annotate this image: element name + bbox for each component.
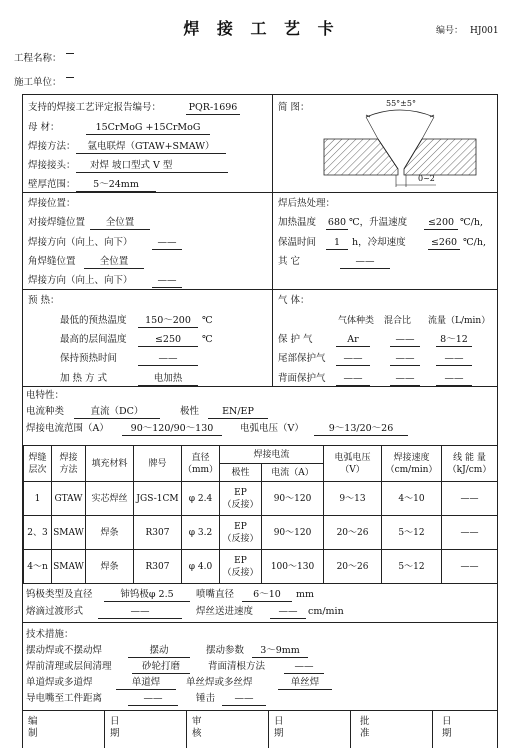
gas-col-mix: 混合比 bbox=[384, 316, 412, 326]
fillet-dir-value[interactable]: —— bbox=[152, 275, 182, 288]
cell-energy: —— bbox=[442, 550, 498, 584]
back-gas-flow[interactable]: —— bbox=[436, 373, 472, 386]
cell-current: 100～130 bbox=[262, 550, 324, 584]
heat-temp-value[interactable]: 680 bbox=[327, 217, 347, 228]
header-voltage: 电弧电压 （V） bbox=[324, 446, 382, 482]
cell-diameter: φ 4.0 bbox=[182, 550, 220, 584]
material-value[interactable]: 15CrMoG +15CrMoG bbox=[86, 122, 210, 135]
joint-label: 焊接接头： bbox=[28, 160, 76, 171]
sketch-label: 简 图： bbox=[278, 102, 310, 113]
cell-polarity: EP （反接） bbox=[220, 516, 262, 550]
thickness-label: 壁厚范围： bbox=[28, 179, 76, 190]
hammer-label: 锤击 bbox=[196, 693, 216, 704]
cell-current: 90～120 bbox=[262, 516, 324, 550]
header-polarity: 极性 bbox=[220, 464, 262, 482]
preheat-label: 预 热： bbox=[28, 295, 60, 306]
heat-rate-value[interactable]: ≤200 bbox=[424, 217, 458, 230]
sketch-gap: 0~2 bbox=[418, 174, 435, 183]
table-row bbox=[24, 550, 498, 584]
heat-method-label: 加 热 方 式 bbox=[60, 373, 108, 384]
review-label: 审 核 bbox=[192, 716, 202, 739]
heat-method-value[interactable]: 电加热 bbox=[138, 373, 198, 386]
max-temp-label: 最高的层间温度 bbox=[60, 334, 127, 345]
pwht-label: 焊后热处理： bbox=[278, 198, 336, 209]
header-diameter: 直径 （mm） bbox=[182, 446, 220, 482]
cell-current: 90～120 bbox=[262, 482, 324, 516]
elec-label: 电特性： bbox=[26, 390, 65, 401]
position-label: 焊接位置： bbox=[28, 198, 76, 209]
butt-pos-label: 对接焊缝位置 bbox=[28, 217, 86, 228]
feed-value[interactable]: —— bbox=[270, 606, 306, 619]
pass-label: 单道焊或多道焊 bbox=[26, 677, 93, 688]
cell-filler: 实芯焊丝 bbox=[86, 482, 134, 516]
header-speed: 焊接速度 （cm/min） bbox=[382, 446, 442, 482]
shield-gas-mix[interactable]: —— bbox=[390, 334, 420, 347]
clean-label: 焊前清理或层间清理 bbox=[26, 661, 112, 672]
cell-speed: 4～10 bbox=[382, 482, 442, 516]
cell-layer: 2、3 bbox=[24, 516, 52, 550]
other-value[interactable]: —— bbox=[340, 256, 390, 269]
header-brand: 牌号 bbox=[134, 446, 182, 482]
gas-col-flow: 流量（L/min） bbox=[428, 316, 491, 326]
cell-energy: —— bbox=[442, 516, 498, 550]
shield-gas-type[interactable]: Ar bbox=[336, 334, 370, 347]
back-clean-value[interactable]: —— bbox=[284, 661, 324, 674]
cell-method: SMAW bbox=[52, 550, 86, 584]
cell-voltage: 9～13 bbox=[324, 482, 382, 516]
voltage-value[interactable]: 9～13/20～26 bbox=[314, 423, 408, 436]
pqr-label: 支持的焊接工艺评定报告编号： bbox=[28, 102, 162, 113]
cell-filler: 焊条 bbox=[86, 516, 134, 550]
voltage-label: 电弧电压（V） bbox=[240, 423, 304, 434]
project-label: 工程名称： bbox=[14, 53, 62, 64]
fillet-pos-label: 角焊缝位置 bbox=[28, 256, 76, 267]
cell-layer: 4～n bbox=[24, 550, 52, 584]
cell-brand: JGS-1CM bbox=[134, 482, 182, 516]
cell-brand: R307 bbox=[134, 550, 182, 584]
cell-polarity: EP （反接） bbox=[220, 550, 262, 584]
polarity-value[interactable]: EN/EP bbox=[208, 406, 268, 419]
groove-sketch bbox=[320, 97, 480, 190]
number-label: 编号： bbox=[436, 26, 464, 36]
other-label: 其 它 bbox=[278, 256, 301, 267]
material-label: 母 材： bbox=[28, 122, 60, 133]
nozzle-unit: mm bbox=[296, 589, 315, 600]
cell-brand: R307 bbox=[134, 516, 182, 550]
nozzle-label: 喷嘴直径 bbox=[196, 589, 235, 600]
header-method: 焊接 方法 bbox=[52, 446, 86, 482]
hold-label: 保温时间 bbox=[278, 237, 317, 248]
heat-temp-label: 加热温度 bbox=[278, 217, 317, 228]
swing-param-value[interactable]: 3～9mm bbox=[252, 645, 308, 658]
nozzle-value[interactable]: 6～10 bbox=[242, 589, 292, 602]
butt-dir-label: 焊接方向（向上、向下） bbox=[28, 237, 133, 248]
transfer-label: 熔滴过渡形式 bbox=[26, 606, 84, 617]
back-gas-type[interactable]: —— bbox=[336, 373, 370, 386]
current-range-value[interactable]: 90～120/90～130 bbox=[122, 423, 222, 436]
keep-label: 保持预热时间 bbox=[60, 353, 118, 364]
hammer-value[interactable]: —— bbox=[222, 693, 266, 706]
header-energy: 线 能 量 （kJ/cm） bbox=[442, 446, 498, 482]
header-filler: 填充材料 bbox=[86, 446, 134, 482]
swing-label: 摆动焊或不摆动焊 bbox=[26, 645, 103, 656]
weld-params-table bbox=[23, 445, 498, 584]
cell-diameter: φ 3.2 bbox=[182, 516, 220, 550]
pass-value[interactable]: 单道焊 bbox=[116, 677, 176, 690]
cell-polarity: EP （反接） bbox=[220, 482, 262, 516]
hold-value[interactable]: 1 bbox=[326, 237, 348, 250]
cool-value[interactable]: ≤260 bbox=[428, 237, 460, 250]
sketch-angle: 55°±5° bbox=[386, 99, 416, 108]
joint-value[interactable]: 对焊 坡口型式 V 型 bbox=[76, 160, 228, 173]
fillet-pos-value[interactable]: 全位置 bbox=[84, 256, 144, 269]
tungsten-label: 钨极类型及直径 bbox=[26, 589, 93, 600]
clean-value[interactable]: 砂轮打磨 bbox=[132, 661, 190, 674]
table-row bbox=[24, 516, 498, 550]
tail-gas-mix[interactable]: —— bbox=[390, 353, 420, 366]
cell-method: SMAW bbox=[52, 516, 86, 550]
gas-label: 气 体： bbox=[278, 295, 310, 306]
swing-value[interactable]: 摆动 bbox=[128, 645, 190, 658]
transfer-value[interactable]: —— bbox=[98, 606, 182, 619]
thickness-value[interactable]: 5～24mm bbox=[76, 179, 156, 192]
cell-layer: 1 bbox=[24, 482, 52, 516]
feed-unit: cm/min bbox=[308, 606, 344, 617]
table-row bbox=[24, 482, 498, 516]
tail-gas-type[interactable]: —— bbox=[336, 353, 370, 366]
current-type-label: 电流种类 bbox=[26, 406, 65, 417]
project-value[interactable] bbox=[66, 53, 74, 54]
v-groove-drawing bbox=[320, 97, 480, 190]
min-temp-value[interactable]: 150～200 bbox=[138, 315, 198, 328]
back-gas-label: 背面保护气 bbox=[278, 373, 326, 384]
dist-value[interactable]: —— bbox=[128, 693, 178, 706]
hold-unit: h，冷却速度 bbox=[352, 237, 406, 248]
min-temp-unit: ℃ bbox=[202, 315, 213, 326]
compile-label: 编 制 bbox=[28, 716, 38, 739]
swing-param-label: 摆动参数 bbox=[206, 645, 245, 656]
shield-gas-flow[interactable]: 8～12 bbox=[436, 334, 472, 347]
max-temp-unit: ℃ bbox=[202, 334, 213, 345]
shield-gas-label: 保 护 气 bbox=[278, 334, 313, 345]
heat-temp-unit: ℃，升温速度 bbox=[349, 217, 408, 228]
cell-speed: 5～12 bbox=[382, 516, 442, 550]
polarity-label: 极性 bbox=[180, 406, 200, 417]
header-layer: 焊缝 层次 bbox=[24, 446, 52, 482]
tail-gas-label: 尾部保护气 bbox=[278, 353, 326, 364]
butt-dir-value[interactable]: —— bbox=[152, 237, 182, 250]
cool-unit: ℃/h, bbox=[463, 237, 486, 248]
butt-pos-value[interactable]: 全位置 bbox=[90, 217, 150, 230]
max-temp-value[interactable]: ≤250 bbox=[138, 334, 198, 347]
cell-voltage: 20～26 bbox=[324, 516, 382, 550]
current-type-value[interactable]: 直流（DC） bbox=[74, 406, 160, 419]
page-title: 焊 接 工 艺 卡 bbox=[183, 19, 340, 38]
cell-method: GTAW bbox=[52, 482, 86, 516]
cell-speed: 5～12 bbox=[382, 550, 442, 584]
method-label: 焊接方法： bbox=[28, 141, 76, 152]
approve-label: 批 准 bbox=[360, 716, 370, 739]
header-current: 焊接电流 bbox=[220, 446, 324, 464]
wire-label: 单丝焊或多丝焊 bbox=[186, 677, 253, 688]
current-range-label: 焊接电流范围（A） bbox=[26, 423, 109, 434]
date1-label: 日 期 bbox=[110, 716, 120, 739]
number-value: HJ001 bbox=[470, 26, 499, 36]
tail-gas-flow[interactable]: —— bbox=[436, 353, 472, 366]
cell-diameter: φ 2.4 bbox=[182, 482, 220, 516]
tungsten-value[interactable]: 铈钨极φ 2.5 bbox=[104, 589, 190, 602]
cell-energy: —— bbox=[442, 482, 498, 516]
cell-filler: 焊条 bbox=[86, 550, 134, 584]
back-clean-label: 背面清根方法 bbox=[208, 661, 266, 672]
date3-label: 日 期 bbox=[442, 716, 452, 739]
tech-label: 技术措施： bbox=[26, 629, 74, 640]
gas-col-type: 气体种类 bbox=[338, 316, 375, 326]
date2-label: 日 期 bbox=[274, 716, 284, 739]
unit-label: 施工单位： bbox=[14, 77, 62, 88]
unit-value[interactable] bbox=[66, 77, 74, 78]
keep-value[interactable]: —— bbox=[138, 353, 198, 366]
method-value[interactable]: 氩电联焊（GTAW+SMAW） bbox=[76, 141, 226, 154]
dist-label: 导电嘴至工件距离 bbox=[26, 693, 103, 704]
fillet-dir-label: 焊接方向（向上、向下） bbox=[28, 275, 133, 286]
cell-voltage: 20～26 bbox=[324, 550, 382, 584]
back-gas-mix[interactable]: —— bbox=[390, 373, 420, 386]
wire-value[interactable]: 单丝焊 bbox=[278, 677, 332, 690]
header-current-a: 电流（A） bbox=[262, 464, 324, 482]
min-temp-label: 最低的预热温度 bbox=[60, 315, 127, 326]
heat-rate-unit: ℃/h, bbox=[460, 217, 483, 228]
pqr-value[interactable]: PQR-1696 bbox=[186, 102, 240, 115]
feed-label: 焊丝送进速度 bbox=[196, 606, 254, 617]
